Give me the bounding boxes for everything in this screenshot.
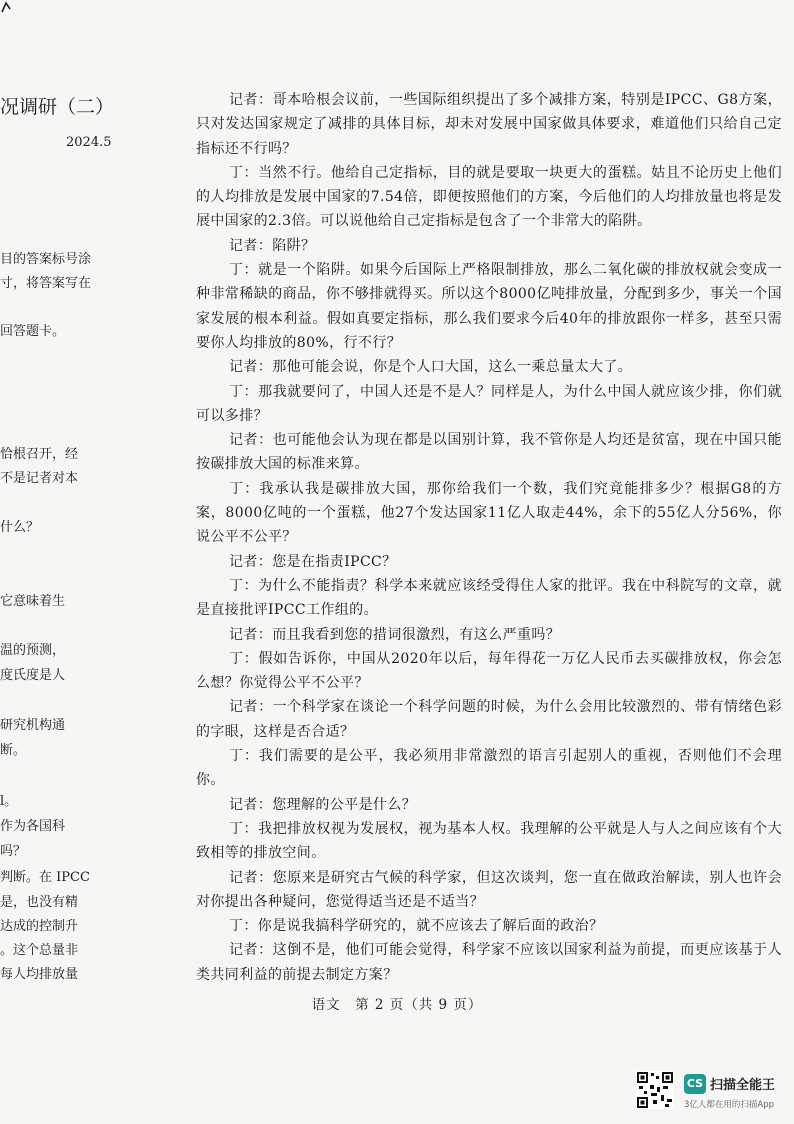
dialogue-paragraph: 丁：为什么不能指责？科学本来就应该经受得住人家的批评。我在中科院写的文章，就是直接批评IPCC工作组的。 [196, 577, 782, 619]
camscanner-tagline: 3亿人都在用的扫描App [684, 1100, 775, 1110]
exam-date: 2024.5 [66, 135, 112, 150]
dialogue-paragraph: 记者：哥本哈根会议前，一些国际组织提出了多个减排方案，特别是IPCC、G8方案，只对发达国家规定了减排的具体目标，却未对发展中国家做具体要求，难道他们只给自己定指标还不行吗？ [196, 92, 782, 157]
left-margin-fragment: 目的答案标号涂 [0, 252, 92, 267]
left-margin-fragment: 每人均排放量 [0, 967, 79, 982]
left-margin-cropped-column [0, 0, 120, 1124]
left-margin-fragment: 度氏度是人 [0, 668, 66, 683]
left-margin-fragment: 不是记者对本 [0, 471, 79, 486]
left-margin-fragment: 温的预测， [0, 643, 66, 658]
left-margin-fragment: 它意味着生 [0, 594, 66, 609]
left-margin-fragment: 什么？ [0, 520, 40, 535]
left-margin-fragment: 是，也没有精 [0, 895, 79, 910]
left-margin-fragment: 断。 [0, 743, 27, 758]
dialogue-paragraph: 丁：当然不行。他给自己定指标，目的就是要取一块更大的蛋糕。姑且不论历史上他们的人均排放是发展中国家的7.54倍，即便按照他们的方案，今后他们的人均排放量也将是发展中国家的2.3倍。可以说他给自己定指标是包含了一个非常大的陷阱。 [196, 164, 782, 230]
left-margin-fragment: l。 [0, 794, 18, 809]
dialogue-paragraph: 丁：我们需要的是公平，我必须用非常激烈的语言引起别人的重视，否则他们不会理你。 [196, 748, 782, 789]
dialogue-paragraph: 记者：您理解的公平是什么？ [229, 796, 417, 813]
dialogue-paragraph: 记者：而且我看到您的措词很激烈，有这么严重吗？ [229, 626, 561, 643]
dialogue-paragraph: 丁：那我就要问了，中国人还是不是人？同样是人，为什么中国人就应该少排，你们就可以多排？ [196, 383, 782, 424]
camscanner-name: 扫描全能王 [710, 1078, 776, 1093]
dialogue-paragraph: 记者：也可能他会认为现在都是以国别计算，我不管你是人均还是贫富，现在中国只能按碳排放大国的标准来算。 [196, 432, 782, 473]
dialogue-paragraph: 丁：就是一个陷阱。如果今后国际上严格限制排放，那么二氧化碳的排放权就会变成一种非常稀缺的商品，你不够排就得买。所以这个8000亿吨排放量，分配到多少，事关一个国家发展的根本利益。假如真要定指标，那么我们要求今后40年的排放跟你一样多，甚至只需要你人均排放的80%，行不行？ [196, 262, 782, 351]
dialogue-paragraph: 丁：我把排放权视为发展权，视为基本人权。我理解的公平就是人与人之间应该有个大致相等的排放空间。 [196, 820, 782, 862]
camscanner-logo-icon: CS [684, 1074, 706, 1094]
dialogue-paragraph: 记者：一个科学家在谈论一个科学问题的时候，为什么会用比较激烈的、带有情绪色彩的字眼，这样是否合适？ [196, 699, 782, 740]
dialogue-paragraph: 记者：这倒不是，他们可能会觉得，科学家不应该以国家利益为前提，而更应该基于人类共同利益的前提去制定方案？ [196, 942, 782, 983]
dialogue-paragraph: 丁：我承认我是碳排放大国，那你给我们一个数，我们究竟能排多少？根据G8的方案，8000亿吨的一个蛋糕，他27个发达国家11亿人取走44%，余下的55亿人分56%，你说公平不公平？ [196, 480, 782, 546]
left-margin-fragment: 判断。在 IPCC [0, 870, 90, 885]
left-margin-fragment: 作为各国科 [0, 819, 66, 834]
dialogue-paragraph: 丁：你是说我搞科学研究的，就不应该去了解后面的政治？ [229, 918, 604, 935]
qr-code-icon [636, 1071, 674, 1109]
interview-text [196, 88, 782, 987]
dialogue-paragraph: 记者：您是在指责IPCC？ [229, 553, 397, 570]
dialogue-paragraph: 记者：那他可能会说，你是个人口大国，这么一乘总量太大了。 [229, 359, 633, 376]
left-margin-fragment: 。这个总量非 [0, 943, 79, 958]
left-margin-fragment: 达成的控制升 [0, 919, 79, 934]
exam-title-fragment: 况调研（二） [0, 96, 115, 118]
dialogue-paragraph: 记者：陷阱？ [229, 237, 316, 254]
page-footer: 语文 第 2 页（共 9 页） [311, 997, 483, 1013]
dialogue-paragraph: 记者：您原来是研究古气候的科学家，但这次谈判，您一直在做政治解读，别人也许会对你提出各种疑问，您觉得适当还是不适当？ [196, 869, 782, 910]
left-margin-fragment: 寸，将答案写在 [0, 276, 92, 291]
left-margin-fragment: 研究机构通 [0, 718, 66, 733]
left-margin-fragment: 恰根召开，经 [0, 447, 79, 462]
dialogue-paragraph: 丁：假如告诉你，中国从2020年以后，每年得花一万亿人民币去买碳排放权，你会怎么想？你觉得公平不公平？ [196, 650, 782, 692]
left-margin-fragment: 吗？ [0, 844, 27, 859]
left-margin-fragment: 回答题卡。 [0, 324, 66, 339]
